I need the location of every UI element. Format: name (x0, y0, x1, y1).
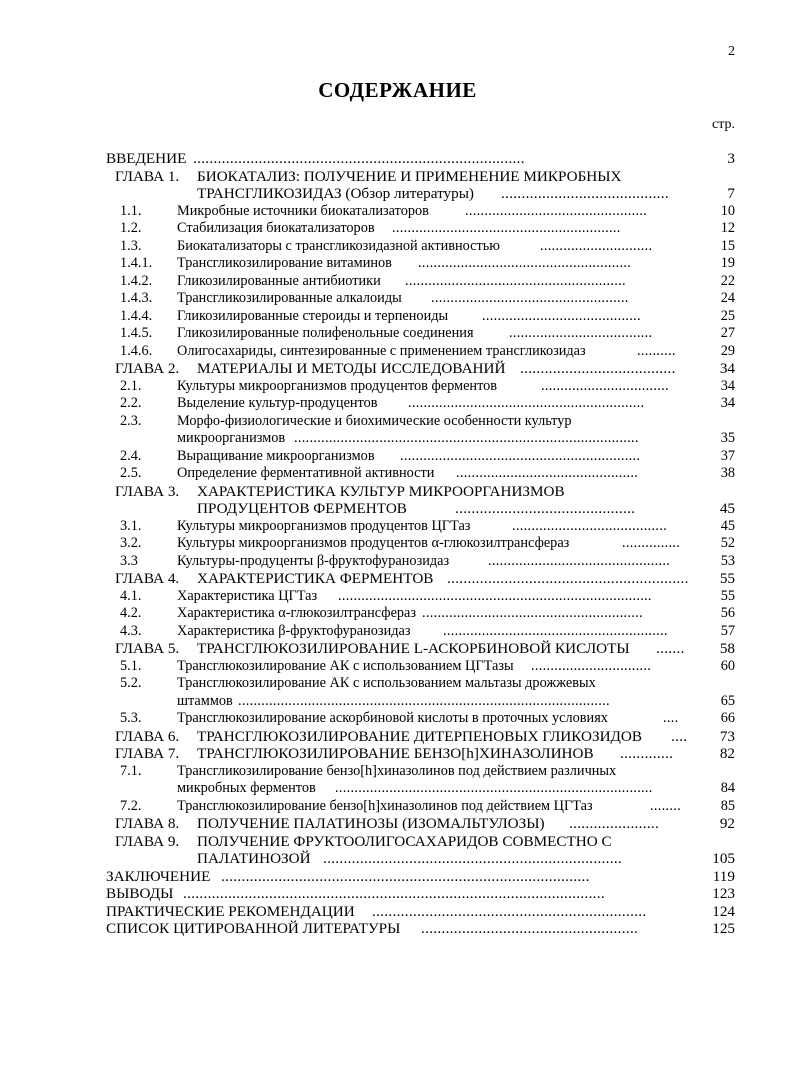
toc-chapter-number: ГЛАВА 6. (115, 727, 180, 745)
toc-entry-title-cont: микробных ферментов (177, 780, 316, 796)
toc-leader: ........ (650, 797, 681, 814)
toc-leader: ..................................................... (421, 920, 639, 937)
toc-page-number: 7 (727, 185, 735, 202)
toc-entry-title: Культуры микроорганизмов продуцентов α-глюкозилтрансфераз (177, 535, 570, 551)
toc-entry-title: ЗАКЛЮЧЕНИЕ (106, 867, 211, 885)
toc-section-number: 5.3. (120, 710, 142, 726)
toc-entry-title: Гликозилированные стероиды и терпеноиды (177, 307, 449, 324)
toc-leader: ............... (622, 535, 681, 551)
toc-leader: ............................................... (465, 202, 648, 219)
toc-entry-title: Трансгликозилированные алкалоиды (177, 290, 402, 306)
toc-entry-title: Стабилизация биокатализаторов (177, 220, 375, 236)
toc-entry-2-5[interactable] (0, 465, 795, 483)
toc-leader: ........................................ (512, 517, 667, 534)
toc-entry-title: ПРАКТИЧЕСКИЕ РЕКОМЕНДАЦИИ (106, 902, 355, 920)
toc-entry-1-4-6[interactable] (0, 343, 795, 361)
toc-entry-title: Характеристика α-глюкозилтрансфераз (177, 605, 417, 621)
toc-page-number: 53 (720, 552, 735, 569)
toc-entry-title: МАТЕРИАЛЫ И МЕТОДЫ ИССЛЕДОВАНИЙ (197, 360, 506, 377)
toc-entry-5-3[interactable] (0, 710, 795, 728)
toc-section-number: 1.4.5. (120, 325, 153, 341)
toc-page-number: 25 (720, 307, 735, 324)
toc-page-number: 45 (719, 500, 735, 517)
toc-page-number: 15 (720, 237, 735, 254)
toc-entry-5-2-cont[interactable] (0, 693, 795, 711)
toc-chapter-number: ГЛАВА 2. (115, 360, 180, 377)
toc-entry-title-cont: микроорганизмов (177, 430, 286, 446)
toc-entry-title: Культуры микроорганизмов продуцентов ферментов (177, 377, 498, 394)
toc-chapter-number: ГЛАВА 9. (115, 832, 180, 850)
toc-entry-chapter-2[interactable] (0, 360, 795, 378)
page-title: СОДЕРЖАНИЕ (318, 78, 477, 102)
toc-section-number: 3.3 (120, 552, 138, 569)
toc-entry-1-4-1[interactable] (0, 255, 795, 273)
toc-chapter-number: ГЛАВА 8. (115, 815, 180, 832)
toc-entry-chapter-1[interactable] (0, 168, 795, 186)
toc-entry-3-1[interactable] (0, 518, 795, 536)
toc-section-number: 1.4.6. (120, 342, 153, 359)
toc-entry-1-3[interactable] (0, 238, 795, 256)
toc-entry-chapter-3[interactable] (0, 483, 795, 501)
toc-entry-4-1[interactable] (0, 588, 795, 606)
toc-entry-7-2[interactable] (0, 798, 795, 816)
toc-page-number: 124 (712, 902, 735, 920)
toc-entry-title: Трансгликозилирование бензо[h]хиназолинов под действием различных (177, 762, 617, 779)
toc-entry-2-4[interactable] (0, 448, 795, 466)
toc-chapter-number: ГЛАВА 7. (115, 745, 180, 762)
toc-chapter-number: ГЛАВА 4. (115, 570, 180, 587)
toc-page-number: 22 (720, 272, 735, 289)
toc-entry-5-2[interactable] (0, 675, 795, 693)
toc-entry-title-cont: ТРАНСГЛИКОЗИДАЗ (Обзор литературы) (197, 185, 474, 202)
toc-entry-title: Трансглюкозилирование аскорбиновой кислоты в проточных условиях (177, 710, 608, 726)
toc-entry-title: Определение ферментативной активности (177, 465, 435, 481)
toc-entry-title: Трансглюкозилирование АК с использованием ЦГТазы (177, 657, 514, 674)
toc-leader: ............................................... (488, 552, 671, 569)
toc-section-number: 5.2. (120, 675, 142, 691)
toc-leader: ......................................................................... (323, 850, 623, 867)
toc-page-number: 34 (719, 360, 735, 377)
toc-page-number: 37 (720, 447, 735, 464)
toc-section-number: 1.4.1. (120, 255, 153, 271)
toc-entry-title-cont: штаммов (177, 692, 233, 709)
page-number: 2 (728, 44, 735, 59)
toc-entry-2-1[interactable] (0, 378, 795, 396)
toc-section-number: 1.4.4. (120, 307, 153, 324)
toc-leader: ......................................................... (405, 272, 626, 289)
toc-entry-2-3-cont[interactable] (0, 430, 795, 448)
toc-entry-title: ХАРАКТЕРИСТИКА ФЕРМЕНТОВ (197, 570, 434, 587)
toc-entry-title: ТРАНСГЛЮКОЗИЛИРОВАНИЕ ДИТЕРПЕНОВЫХ ГЛИКОЗИДОВ (197, 727, 643, 745)
toc-entry-chapter-9-cont[interactable] (0, 850, 795, 868)
toc-leader: ...................... (569, 815, 660, 832)
toc-leader: ....................................................................................................... (183, 885, 605, 902)
toc-entry-1-2[interactable] (0, 220, 795, 238)
toc-entry-4-3[interactable] (0, 623, 795, 641)
toc-entry-title: ХАРАКТЕРИСТИКА КУЛЬТУР МИКРООРГАНИЗМОВ (197, 482, 565, 500)
toc-leader: ..................................... (509, 325, 653, 341)
toc-page-number: 52 (720, 535, 735, 551)
toc-entry-conclusion[interactable] (0, 868, 795, 886)
toc-entry-title: Трансглюкозилирование бензо[h]хиназолинов под действием ЦГТаз (177, 797, 593, 814)
toc-entry-title: ТРАНСГЛЮКОЗИЛИРОВАНИЕ БЕНЗО[h]ХИНАЗОЛИНОВ (197, 745, 594, 762)
toc-entry-1-4-4[interactable] (0, 308, 795, 326)
toc-entry-title: Характеристика ЦГТаз (177, 587, 318, 604)
toc-entry-title: СПИСОК ЦИТИРОВАННОЙ ЛИТЕРАТУРЫ (106, 920, 401, 937)
toc-page-number: 56 (720, 605, 735, 621)
toc-entry-title: Культуры-продуценты β-фруктофуранозидаз (177, 552, 450, 569)
toc-entry-5-1[interactable] (0, 658, 795, 676)
toc-entry-1-4-2[interactable] (0, 273, 795, 291)
toc-entry-title-cont: ПРОДУЦЕНТОВ ФЕРМЕНТОВ (197, 500, 407, 517)
toc-section-number: 3.1. (120, 517, 142, 534)
toc-entry-title: ВВЕДЕНИЕ (106, 150, 187, 167)
toc-leader: ................................. (541, 377, 669, 394)
toc-page-number: 38 (720, 465, 735, 481)
toc-entry-title: Выделение культур-продуцентов (177, 395, 378, 411)
toc-entry-3-2[interactable] (0, 535, 795, 553)
toc-entry-chapter-3-cont[interactable] (0, 500, 795, 518)
toc-entry-title: ПОЛУЧЕНИЕ ПАЛАТИНОЗЫ (ИЗОМАЛЬТУЛОЗЫ) (197, 815, 545, 832)
toc-leader: ....... (656, 640, 685, 657)
toc-entry-title: Выращивание микроорганизмов (177, 447, 375, 464)
toc-section-number: 4.3. (120, 622, 142, 639)
toc-chapter-number: ГЛАВА 3. (115, 482, 180, 500)
toc-page-number: 123 (712, 885, 735, 902)
toc-page-number: 10 (720, 202, 735, 219)
toc-leader: ...................................... (520, 360, 676, 377)
toc-section-number: 7.2. (120, 797, 142, 814)
toc-leader: ............................. (540, 237, 653, 254)
toc-page-number: 34 (720, 377, 735, 394)
toc-leader: ......................................................... (422, 605, 643, 621)
toc-leader: ............. (620, 745, 674, 762)
toc-entry-title: Трансглюкозилирование АК с использованием мальтазы дрожжевых (177, 675, 596, 691)
toc-entry-7-1-cont[interactable] (0, 780, 795, 798)
toc-section-number: 1.2. (120, 220, 142, 236)
toc-page-number: 92 (719, 815, 735, 832)
toc-page-number: 60 (720, 657, 735, 674)
toc-entry-intro[interactable] (0, 150, 795, 168)
toc-page-number: 45 (720, 517, 735, 534)
toc-entry-findings[interactable] (0, 885, 795, 903)
toc-leader: ............................................................. (408, 395, 645, 411)
toc-page-number: 125 (712, 920, 735, 937)
toc-entry-chapter-4[interactable] (0, 570, 795, 588)
toc-section-number: 4.2. (120, 605, 142, 621)
toc-page-number: 55 (720, 587, 735, 604)
toc-entry-title-cont: ПАЛАТИНОЗОЙ (197, 850, 311, 867)
toc-section-number: 2.3. (120, 412, 142, 429)
toc-chapter-number: ГЛАВА 1. (115, 167, 180, 185)
toc-page-number: 29 (720, 342, 735, 359)
toc-entry-chapter-1-cont[interactable] (0, 185, 795, 203)
toc-section-number: 2.5. (120, 465, 142, 481)
toc-entry-title: Культуры микроорганизмов продуцентов ЦГТаз (177, 517, 471, 534)
toc-entry-title: Трансгликозилирование витаминов (177, 255, 392, 271)
pages-column-label: стр. (711, 117, 735, 132)
toc-leader: ......................................... (482, 307, 641, 324)
toc-page-number: 84 (720, 780, 735, 796)
toc-leader: ................................................................... (372, 902, 647, 920)
toc-entry-2-2[interactable] (0, 395, 795, 413)
toc-leader: .............................................................. (400, 447, 641, 464)
toc-entry-1-4-5[interactable] (0, 325, 795, 343)
toc-leader: .................................................................................. (335, 780, 653, 796)
toc-leader: ......................................... (501, 185, 669, 202)
toc-page-number: 82 (719, 745, 735, 762)
toc-leader: ................................................................................. (338, 587, 652, 604)
toc-entry-title: Морфо-физиологические и биохимические особенности культур (177, 412, 572, 429)
toc-section-number: 2.1. (120, 377, 142, 394)
toc-section-number: 1.4.2. (120, 272, 153, 289)
toc-entry-title: ТРАНСГЛЮКОЗИЛИРОВАНИЕ L-АСКОРБИНОВОЙ КИСЛОТЫ (197, 640, 630, 657)
toc-entry-title: Характеристика β-фруктофуранозидаз (177, 622, 411, 639)
toc-section-number: 1.1. (120, 202, 142, 219)
toc-page-number: 3 (727, 150, 735, 167)
toc-page-number: 12 (720, 220, 735, 236)
toc-entry-7-1[interactable] (0, 763, 795, 781)
toc-entry-chapter-9[interactable] (0, 833, 795, 851)
toc-entry-title: Микробные источники биокатализаторов (177, 202, 429, 219)
toc-entry-4-2[interactable] (0, 605, 795, 623)
toc-section-number: 7.1. (120, 762, 142, 779)
toc-leader: .......................................................................................... (221, 867, 590, 885)
toc-page-number: 119 (712, 867, 735, 885)
toc-section-number: 3.2. (120, 535, 142, 551)
toc-leader: .......... (637, 342, 676, 359)
toc-leader: .... (663, 710, 679, 726)
toc-leader: ............................................ (455, 500, 636, 517)
toc-section-number: 2.2. (120, 395, 142, 411)
toc-page-number: 65 (720, 692, 735, 709)
toc-leader: ........................................................... (392, 220, 621, 236)
toc-entry-title: БИОКАТАЛИЗ: ПОЛУЧЕНИЕ И ПРИМЕНЕНИЕ МИКРОБНЫХ (197, 167, 622, 185)
toc-entry-3-3[interactable] (0, 553, 795, 571)
toc-section-number: 4.1. (120, 587, 142, 604)
toc-section-number: 1.4.3. (120, 290, 153, 306)
toc-entry-chapter-8[interactable] (0, 815, 795, 833)
toc-page-number: 73 (719, 727, 735, 745)
toc-page-number: 35 (720, 430, 735, 446)
toc-page-number: 19 (720, 255, 735, 271)
toc-page-number: 24 (720, 290, 735, 306)
toc-entry-2-3[interactable] (0, 413, 795, 431)
toc-chapter-number: ГЛАВА 5. (115, 640, 180, 657)
toc-page-number: 27 (720, 325, 735, 341)
toc-entry-chapter-6[interactable] (0, 728, 795, 746)
toc-page-number: 57 (720, 622, 735, 639)
toc-leader: ......................................................................................... (294, 430, 639, 446)
toc-leader: ................................................... (431, 290, 629, 306)
toc-entry-1-4-3[interactable] (0, 290, 795, 308)
toc-leader: ............................... (531, 657, 652, 674)
toc-entry-chapter-7[interactable] (0, 745, 795, 763)
toc-section-number: 5.1. (120, 657, 142, 674)
toc-entry-title: Гликозилированные полифенольные соединения (177, 325, 474, 341)
toc-page-number: 58 (719, 640, 735, 657)
toc-entry-references[interactable] (0, 920, 795, 938)
toc-section-number: 2.4. (120, 447, 142, 464)
toc-entry-title: Биокатализаторы с трансгликозидазной активностью (177, 237, 500, 254)
toc-page-number: 105 (712, 850, 735, 867)
toc-entry-1-1[interactable] (0, 203, 795, 221)
toc-leader: ....................................................... (418, 255, 632, 271)
table-of-contents (0, 150, 795, 938)
toc-entry-title: ПОЛУЧЕНИЕ ФРУКТООЛИГОСАХАРИДОВ СОВМЕСТНО С (197, 832, 612, 850)
toc-entry-title: ВЫВОДЫ (106, 885, 174, 902)
toc-leader: .... (671, 727, 688, 745)
toc-section-number: 1.3. (120, 237, 142, 254)
toc-entry-title: Олигосахариды, синтезированные с применением трансгликозидаз (177, 342, 586, 359)
toc-entry-title: Гликозилированные антибиотики (177, 272, 381, 289)
toc-leader: ............................................... (456, 465, 639, 481)
toc-page-number: 66 (720, 710, 735, 726)
toc-leader: ................................................................................. (193, 150, 525, 167)
toc-entry-recommendations[interactable] (0, 903, 795, 921)
toc-leader: ........................................................... (447, 570, 689, 587)
toc-page-number: 34 (720, 395, 735, 411)
toc-page-number: 85 (720, 797, 735, 814)
toc-page-number: 55 (719, 570, 735, 587)
toc-leader: .......................................................... (443, 622, 668, 639)
toc-entry-chapter-5[interactable] (0, 640, 795, 658)
toc-leader: ................................................................................................ (238, 692, 610, 709)
